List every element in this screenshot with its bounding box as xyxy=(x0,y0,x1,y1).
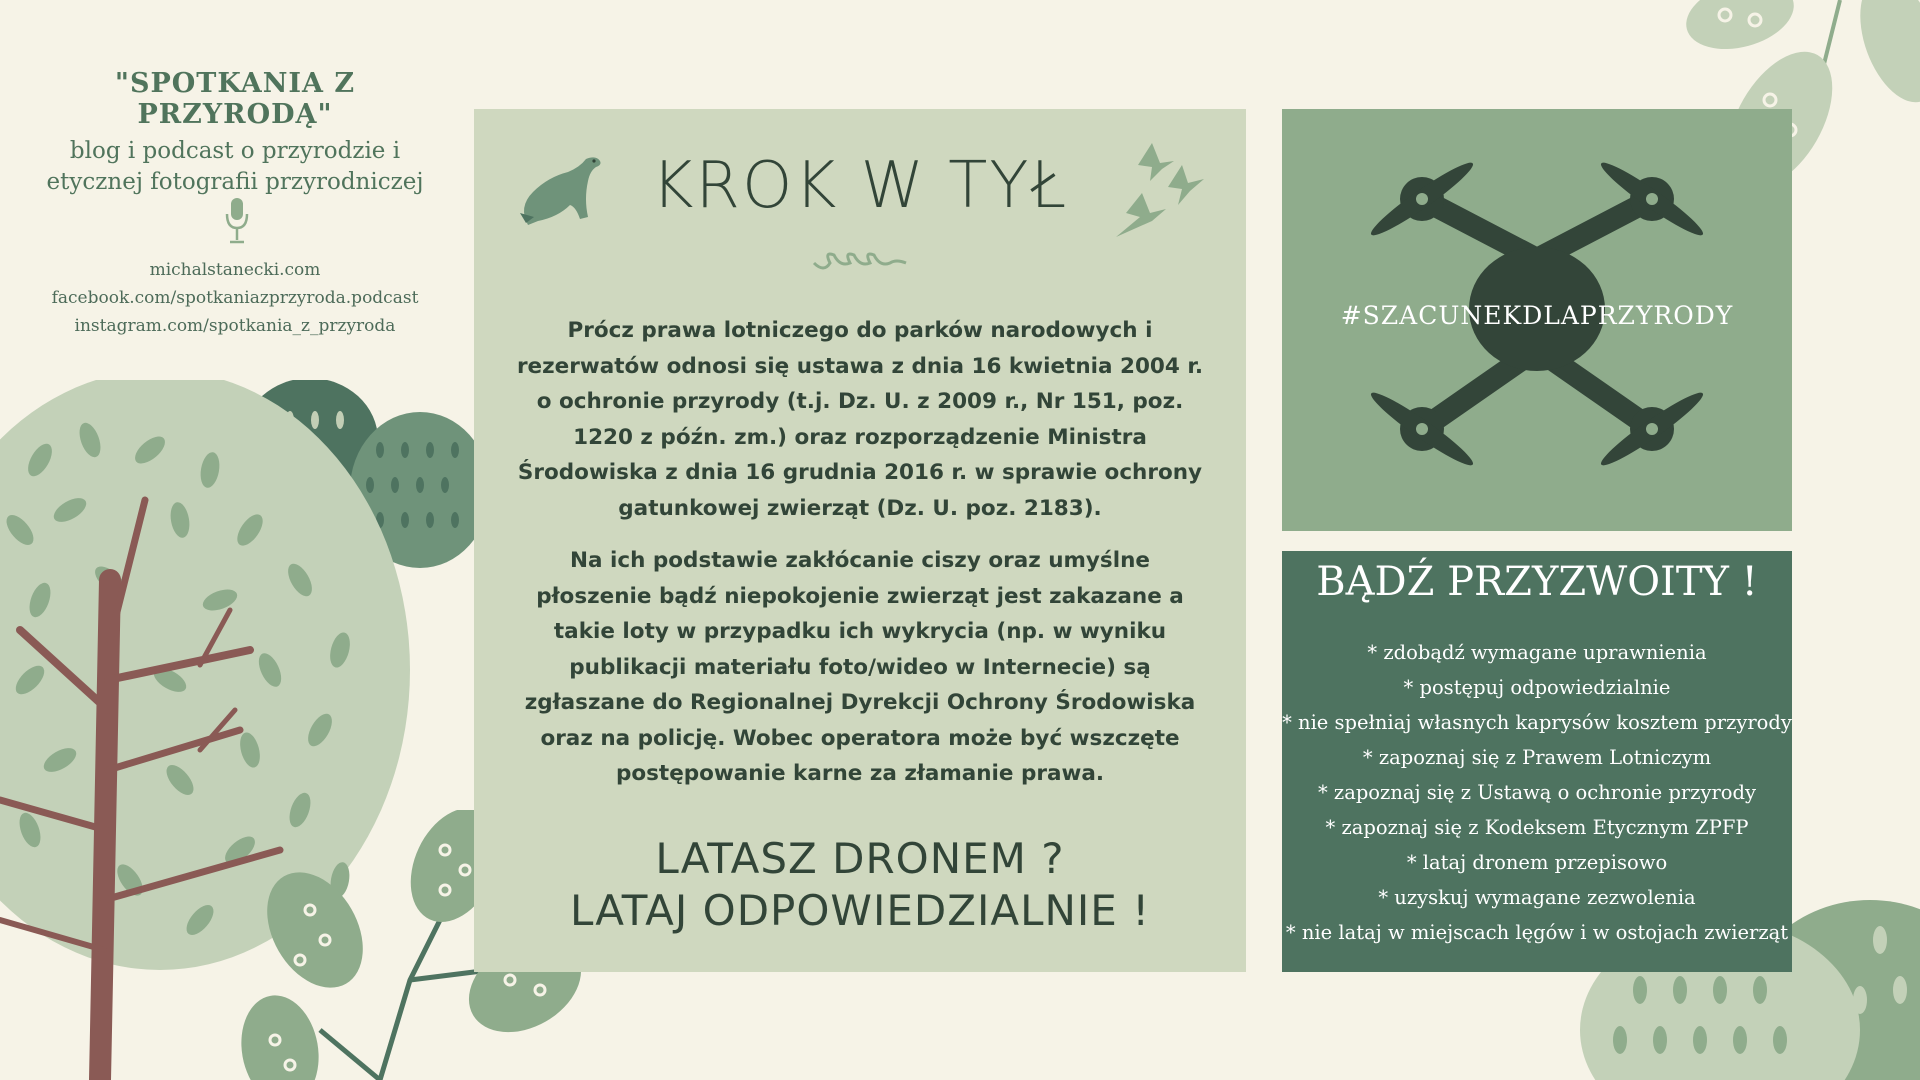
call-to-action xyxy=(474,833,1246,937)
page-title: KROK W TYŁ xyxy=(651,149,1069,223)
center-panel xyxy=(474,109,1246,972)
law-paragraph: Prócz prawa lotniczego do parków narodowych i rezerwatów odnosi się ustawa z dnia 16 kwietnia 2004 r. o ochronie przyrody (t.j. Dz. U. z 2009 r., Nr 151, poz. 1220 z późn. zm.) oraz rozporządzenie Ministra Środowiska z dnia 16 grudnia 2016 r. w sprawie ochrony gatunkowej zwierząt (Dz. U. poz. 2183). xyxy=(516,318,1204,521)
microphone-icon xyxy=(222,196,252,246)
instagram-link[interactable]: instagram.com/spotkania_z_przyroda xyxy=(74,316,396,336)
list-item: * zapoznaj się z Kodeksem Etycznym ZPFP xyxy=(1325,816,1749,839)
list-item: * nie lataj w miejscach lęgów i w ostojach zwierząt xyxy=(1285,921,1789,944)
cta-line2: LATAJ ODPOWIEDZIALNIE ! xyxy=(569,886,1151,935)
brand-subtitle-line2: etycznej fotografii przyrodniczej xyxy=(46,169,424,195)
rules-title: BĄDŹ PRZYZWOITY ! xyxy=(1316,559,1758,605)
brand-block xyxy=(20,68,450,198)
rules-list xyxy=(1282,635,1792,950)
social-links xyxy=(20,256,450,340)
list-item: * lataj dronem przepisowo xyxy=(1406,851,1668,874)
birds-icon xyxy=(1112,133,1212,243)
list-item: * postępuj odpowiedzialnie xyxy=(1403,676,1671,699)
list-item: * zapoznaj się z Ustawą o ochronie przyrody xyxy=(1317,781,1757,804)
brand-subtitle-line1: blog i podcast o przyrodzie i xyxy=(69,138,401,164)
list-item: * zdobądź wymagane uprawnienia xyxy=(1367,641,1707,664)
cta-line1: LATASZ DRONEM ? xyxy=(655,834,1065,883)
squiggle-divider xyxy=(810,249,910,277)
hashtag: #SZACUNEKDLAPRZYRODY xyxy=(1340,301,1734,330)
list-item: * nie spełniaj własnych kaprysów kosztem przyrody xyxy=(1282,711,1792,734)
website-link[interactable]: michalstanecki.com xyxy=(149,260,321,280)
list-item: * uzyskuj wymagane zezwolenia xyxy=(1378,886,1696,909)
facebook-link[interactable]: facebook.com/spotkaniazprzyroda.podcast xyxy=(51,288,419,308)
brand-title: "SPOTKANIA Z PRZYRODĄ" xyxy=(114,68,356,130)
rules-panel xyxy=(1282,551,1792,972)
drone-panel xyxy=(1282,109,1792,531)
consequences-paragraph: Na ich podstawie zakłócanie ciszy oraz umyślne płoszenie bądź niepokojenie zwierząt jest zakazane a takie loty w przypadku ich wykrycia (np. w wyniku publikacji materiału foto/wideo w Internecie) są zgłaszane do Regionalnej Dyrekcji Ochrony Środowiska oraz na policję. Wobec operatora może być wszczęte postępowanie karne za złamanie prawa. xyxy=(524,548,1196,786)
list-item: * zapoznaj się z Prawem Lotniczym xyxy=(1362,746,1712,769)
